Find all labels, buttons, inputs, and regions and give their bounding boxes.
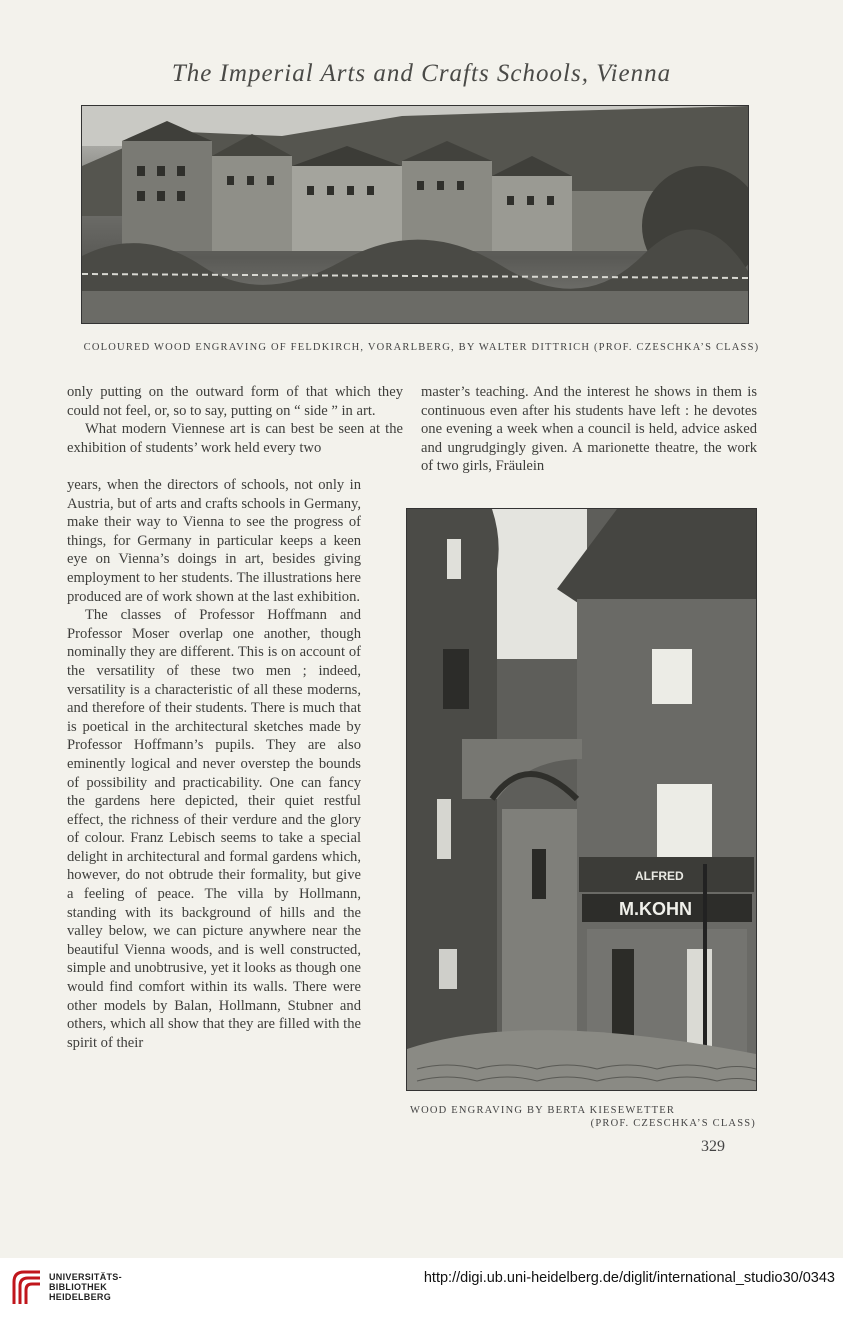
paragraph: years, when the directors of schools, not only in Austria, but of arts and crafts schools in Germany, make their way to Vienna to see the progress of things, for Germany in particular keeps a keen eye on Vienna’s doings in art, besides giving employment to her students. The illustrations here produced are of work shown at the last exhibition. (67, 477, 361, 605)
left-column-top (67, 383, 403, 457)
left-column-main (67, 476, 361, 1052)
library-footer (0, 1258, 843, 1319)
library-name-line: HEIDELBERG (49, 1292, 112, 1302)
right-column-top (421, 383, 757, 476)
street-scene-engraving-art (407, 509, 756, 1090)
paragraph: only putting on the outward form of that which they could not feel, or, so to say, putting on “ side ” in art. (67, 384, 403, 419)
running-title: The Imperial Arts and Crafts Schools, Vienna (171, 60, 672, 87)
library-logo-icon (10, 1268, 44, 1308)
shop-sign-alfred: ALFRED (635, 869, 684, 883)
shop-sign-kohn: M.KOHN (619, 899, 692, 919)
library-name (49, 1272, 122, 1302)
paragraph: The classes of Professor Hoffmann and Professor Moser overlap one another, though nominally they are different. This is on account of the versatility of these two men ; indeed, versatility is a characteristic of all these moderns, and therefore of their students. There is much that is poetical in the architectural sketches made by Professor Hoffmann’s pupils. They are also eminently logical and never overstep the bounds of possibility and practicability. One can fancy the gardens here depicted, their quiet restful effect, the richness of their verdure and the glory of colour. Franz Lebisch seems to take a special delight in architectural and formal gardens which, however, do not obtrude their formality, but give a feeling of peace. The villa by Hollmann, standing with its background of hills and the valley below, we can picture anywhere near the beautiful Vienna woods, and is well constructed, simple and unobtrusive, yet it looks as though one would find comfort within its walls. There were other models by Balan, Hollmann, Stubner and others, which all show that they are filled with the spirit of their (67, 607, 361, 1051)
plate-caption-feldkirch: COLOURED WOOD ENGRAVING OF FELDKIRCH, VORARLBERG, BY WALTER DITTRICH (PROF. CZESCHKA’S CLASS) (83, 342, 760, 353)
library-name-line: BIBLIOTHEK (49, 1282, 107, 1292)
source-url-link[interactable]: http://digi.ub.uni-heidelberg.de/diglit/international_studio30/0343 (423, 1270, 835, 1286)
plate-caption-kiesewetter (410, 1104, 756, 1130)
street-scene-engraving (406, 508, 757, 1091)
feldkirch-engraving-art (82, 106, 748, 323)
library-name-line: UNIVERSITÄTS- (49, 1272, 122, 1282)
paragraph: master’s teaching. And the interest he shows in them is continuous even after his students have left : he devotes one evening a week when a council is held, advice asked and ungrudgingly given. A marionette theatre, the work of two girls, Fräulein (421, 384, 757, 475)
caption-line-1: WOOD ENGRAVING BY BERTA KIESEWETTER (410, 1105, 676, 1116)
feldkirch-engraving (81, 105, 749, 324)
caption-line-2: (PROF. CZESCHKA’S CLASS) (590, 1118, 756, 1129)
page-number: 329 (701, 1138, 725, 1155)
paragraph: What modern Viennese art is can best be seen at the exhibition of students’ work held every two (67, 421, 403, 456)
